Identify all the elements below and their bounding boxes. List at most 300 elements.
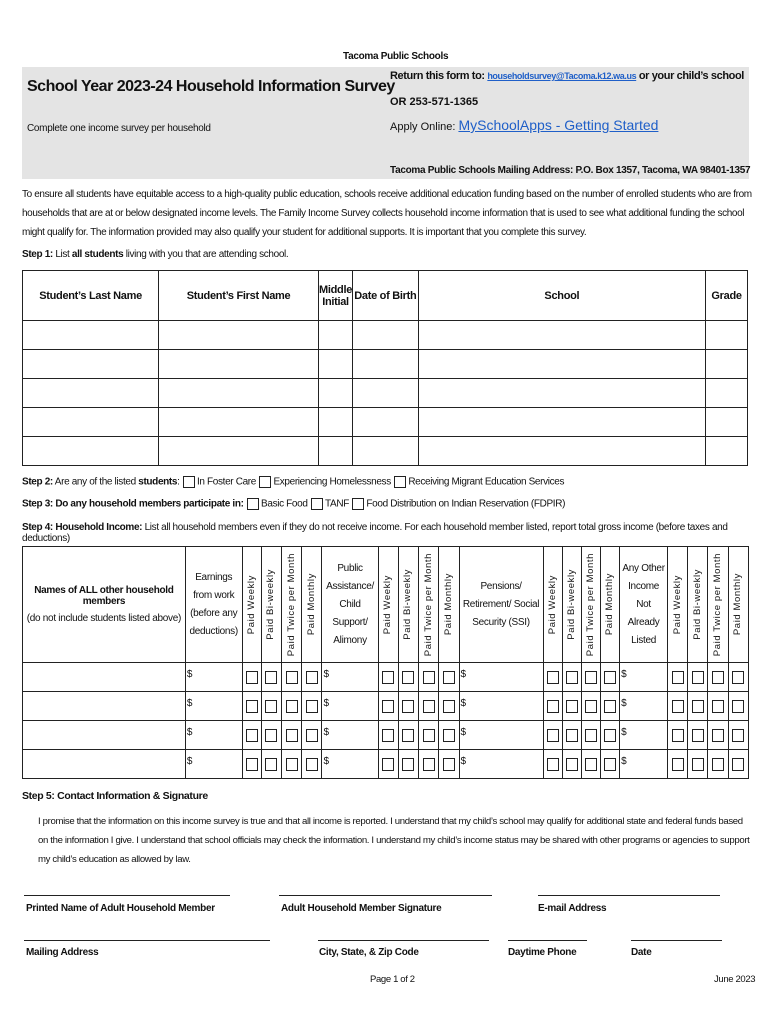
public-assistance-biweekly-cell bbox=[398, 721, 418, 750]
freq-label: Paid Monthly bbox=[305, 573, 317, 636]
mailing-address-label: Mailing Address bbox=[26, 947, 99, 958]
mailing-address-line[interactable] bbox=[24, 940, 270, 941]
return-label: Return this form to: bbox=[390, 70, 488, 82]
intro-paragraph: To ensure all students have equitable access to a high-quality public education, schools receive additional education funding based on the number of enrolled students who are from households that are at or below designated income levels. The Family Income Survey collects household income information that is used to see what additional funding the school might qualify for. The information provided may also qualify your student for additional supports. It is important that you complete this survey. bbox=[22, 189, 752, 238]
last-name-cell[interactable] bbox=[23, 321, 159, 350]
pensions-weekly-cell bbox=[543, 750, 562, 779]
step4-instruction bbox=[22, 522, 770, 544]
twice-monthly-checkbox[interactable] bbox=[423, 671, 435, 684]
weekly-checkbox[interactable] bbox=[672, 700, 684, 713]
school-cell[interactable] bbox=[418, 350, 705, 379]
public-assistance-monthly-cell bbox=[439, 663, 459, 692]
pensions-biweekly-cell bbox=[562, 663, 581, 692]
pensions-monthly-cell bbox=[601, 721, 620, 750]
col-grade: Grade bbox=[706, 271, 748, 321]
other-income-weekly-cell bbox=[668, 692, 688, 721]
public-assistance-amount-cell[interactable] bbox=[322, 692, 378, 721]
public-assistance-biweekly-cell bbox=[398, 750, 418, 779]
grade-cell[interactable] bbox=[706, 408, 748, 437]
freq-label: Paid Monthly bbox=[604, 573, 616, 636]
currency-symbol: $ bbox=[186, 669, 193, 680]
earnings-biweekly-cell bbox=[261, 692, 281, 721]
city-state-zip-line[interactable] bbox=[318, 940, 489, 941]
freq-weekly-header bbox=[242, 547, 261, 663]
freq-label: Paid Twice per Month bbox=[712, 552, 724, 657]
first-name-cell[interactable] bbox=[159, 408, 319, 437]
other-income-monthly-cell bbox=[728, 692, 748, 721]
grade-cell[interactable] bbox=[706, 379, 748, 408]
freq-twice-monthly-header bbox=[282, 547, 302, 663]
twice-monthly-checkbox[interactable] bbox=[712, 700, 724, 713]
freq-label: Paid Weekly bbox=[382, 574, 394, 635]
income-type-other-income-header: Any Other Income Not Already Listed bbox=[620, 547, 668, 663]
basic-food-checkbox[interactable] bbox=[247, 498, 259, 510]
student-row bbox=[23, 437, 748, 466]
earnings-weekly-cell bbox=[242, 692, 261, 721]
monthly-checkbox[interactable] bbox=[443, 671, 455, 684]
step5-title: Step 5: Contact Information & Signature bbox=[22, 790, 208, 802]
pensions-monthly-cell bbox=[601, 750, 620, 779]
currency-symbol: $ bbox=[621, 698, 627, 709]
names-subheader-text: (do not include students listed above) bbox=[26, 613, 182, 624]
page-title: School Year 2023-24 Household Information Survey bbox=[27, 78, 395, 95]
first-name-cell[interactable] bbox=[159, 379, 319, 408]
survey-note: Complete one income survey per household bbox=[27, 123, 211, 134]
student-row bbox=[23, 379, 748, 408]
signature-line[interactable] bbox=[279, 895, 492, 896]
public-assistance-weekly-cell bbox=[378, 721, 398, 750]
public-assistance-biweekly-cell bbox=[398, 692, 418, 721]
pensions-twice-monthly-cell bbox=[581, 692, 600, 721]
middle-initial-cell[interactable] bbox=[318, 408, 352, 437]
step1-text-b: all students bbox=[71, 249, 124, 260]
tanf-checkbox[interactable] bbox=[311, 498, 323, 510]
freq-label: Paid Weekly bbox=[671, 574, 683, 635]
monthly-checkbox[interactable] bbox=[732, 758, 744, 771]
monthly-checkbox[interactable] bbox=[443, 729, 455, 742]
other-income-biweekly-cell bbox=[688, 663, 708, 692]
monthly-checkbox[interactable] bbox=[604, 700, 616, 713]
biweekly-checkbox[interactable] bbox=[692, 700, 704, 713]
weekly-checkbox[interactable] bbox=[246, 758, 258, 771]
return-suffix: or your child’s school bbox=[636, 70, 744, 82]
step1-instruction bbox=[22, 249, 288, 260]
weekly-checkbox[interactable] bbox=[672, 729, 684, 742]
member-name-cell[interactable] bbox=[23, 663, 186, 692]
students-table bbox=[22, 270, 748, 466]
earnings-weekly-cell bbox=[242, 663, 261, 692]
col-last-name: Student’s Last Name bbox=[23, 271, 159, 321]
earnings-monthly-cell bbox=[302, 721, 322, 750]
monthly-checkbox[interactable] bbox=[604, 671, 616, 684]
col-middle-initial: Middle Initial bbox=[318, 271, 352, 321]
step3-row bbox=[22, 498, 565, 510]
earnings-amount-cell[interactable] bbox=[185, 692, 242, 721]
biweekly-checkbox[interactable] bbox=[402, 671, 414, 684]
step3-question: Do any household members participate in: bbox=[52, 498, 244, 510]
weekly-checkbox[interactable] bbox=[672, 671, 684, 684]
freq-weekly-header bbox=[668, 547, 688, 663]
biweekly-checkbox[interactable] bbox=[566, 729, 578, 742]
earnings-monthly-cell bbox=[302, 692, 322, 721]
member-name-cell[interactable] bbox=[23, 750, 186, 779]
apply-online bbox=[390, 117, 658, 133]
twice-monthly-checkbox[interactable] bbox=[585, 758, 597, 771]
email-label: E-mail Address bbox=[538, 903, 607, 914]
last-name-cell[interactable] bbox=[23, 408, 159, 437]
public-assistance-amount-cell[interactable] bbox=[322, 750, 378, 779]
step4-bold: Household Income: bbox=[52, 522, 143, 533]
student-row bbox=[23, 350, 748, 379]
other-income-biweekly-cell bbox=[688, 750, 708, 779]
grade-cell[interactable] bbox=[706, 437, 748, 466]
signature-label: Adult Household Member Signature bbox=[281, 903, 442, 914]
pensions-weekly-cell bbox=[543, 692, 562, 721]
step1-text-c: living with you that are attending school. bbox=[123, 249, 289, 260]
monthly-checkbox[interactable] bbox=[443, 758, 455, 771]
twice-monthly-checkbox[interactable] bbox=[286, 729, 298, 742]
pensions-weekly-cell bbox=[543, 663, 562, 692]
school-cell[interactable] bbox=[418, 437, 705, 466]
earnings-biweekly-cell bbox=[261, 721, 281, 750]
dob-cell[interactable] bbox=[353, 408, 419, 437]
step1-label: Step 1: bbox=[22, 249, 53, 260]
monthly-checkbox[interactable] bbox=[443, 700, 455, 713]
currency-symbol: $ bbox=[460, 756, 467, 767]
tanf-label: TANF bbox=[325, 498, 349, 510]
freq-weekly-header bbox=[378, 547, 398, 663]
biweekly-checkbox[interactable] bbox=[692, 729, 704, 742]
public-assistance-twice-monthly-cell bbox=[419, 750, 439, 779]
basic-food-label: Basic Food bbox=[261, 498, 308, 510]
currency-symbol: $ bbox=[186, 756, 193, 767]
earnings-twice-monthly-cell bbox=[282, 692, 302, 721]
monthly-checkbox[interactable] bbox=[306, 700, 318, 713]
mailing-address: Tacoma Public Schools Mailing Address: P.O. Box 1357, Tacoma, WA 98401-1357 bbox=[390, 165, 751, 176]
freq-label: Paid Twice per Month bbox=[285, 552, 297, 657]
weekly-checkbox[interactable] bbox=[382, 700, 394, 713]
household-member-row bbox=[23, 663, 749, 692]
monthly-checkbox[interactable] bbox=[732, 729, 744, 742]
apply-online-link[interactable]: MySchoolApps - Getting Started bbox=[458, 117, 659, 133]
twice-monthly-checkbox[interactable] bbox=[585, 729, 597, 742]
biweekly-checkbox[interactable] bbox=[265, 758, 277, 771]
public-assistance-weekly-cell bbox=[378, 663, 398, 692]
other-income-amount-cell[interactable] bbox=[620, 692, 668, 721]
student-row bbox=[23, 321, 748, 350]
freq-label: Paid Twice per Month bbox=[584, 552, 596, 657]
freq-biweekly-header bbox=[562, 547, 581, 663]
step3-label: Step 3: bbox=[22, 498, 53, 510]
public-assistance-twice-monthly-cell bbox=[419, 721, 439, 750]
freq-biweekly-header bbox=[398, 547, 418, 663]
twice-monthly-checkbox[interactable] bbox=[712, 758, 724, 771]
other-income-monthly-cell bbox=[728, 721, 748, 750]
other-income-twice-monthly-cell bbox=[708, 721, 728, 750]
public-assistance-monthly-cell bbox=[439, 721, 459, 750]
school-cell[interactable] bbox=[418, 408, 705, 437]
promise-text: I promise that the information on this income survey is true and that all income is reported. I understand that my child’s school may qualify for additional state and federal funds based on the information I give. I understand that school officials may check the information. I understand my child’s income status may be shared with other programs or agencies to support my child’s education as allowed by law. bbox=[38, 816, 750, 865]
public-assistance-amount-cell[interactable] bbox=[322, 663, 378, 692]
twice-monthly-checkbox[interactable] bbox=[712, 671, 724, 684]
currency-symbol: $ bbox=[621, 756, 627, 767]
twice-monthly-checkbox[interactable] bbox=[585, 700, 597, 713]
twice-monthly-checkbox[interactable] bbox=[286, 671, 298, 684]
fdpir-label: Food Distribution on Indian Reservation (FDPIR) bbox=[366, 498, 566, 510]
member-name-cell[interactable] bbox=[23, 692, 186, 721]
earnings-twice-monthly-cell bbox=[282, 750, 302, 779]
other-income-amount-cell[interactable] bbox=[620, 663, 668, 692]
pensions-monthly-cell bbox=[601, 692, 620, 721]
biweekly-checkbox[interactable] bbox=[566, 758, 578, 771]
biweekly-checkbox[interactable] bbox=[692, 758, 704, 771]
middle-initial-cell[interactable] bbox=[318, 350, 352, 379]
earnings-weekly-cell bbox=[242, 721, 261, 750]
freq-label: Paid Bi-weekly bbox=[691, 569, 703, 640]
household-member-row bbox=[23, 721, 749, 750]
pensions-twice-monthly-cell bbox=[581, 663, 600, 692]
middle-initial-cell[interactable] bbox=[318, 321, 352, 350]
twice-monthly-checkbox[interactable] bbox=[423, 700, 435, 713]
twice-monthly-checkbox[interactable] bbox=[712, 729, 724, 742]
monthly-checkbox[interactable] bbox=[306, 729, 318, 742]
pensions-amount-cell[interactable] bbox=[459, 721, 543, 750]
weekly-checkbox[interactable] bbox=[246, 700, 258, 713]
step2-q-c: : bbox=[177, 476, 180, 488]
weekly-checkbox[interactable] bbox=[382, 729, 394, 742]
freq-weekly-header bbox=[543, 547, 562, 663]
other-income-biweekly-cell bbox=[688, 692, 708, 721]
homelessness-checkbox[interactable] bbox=[259, 476, 271, 488]
last-name-cell[interactable] bbox=[23, 437, 159, 466]
biweekly-checkbox[interactable] bbox=[566, 671, 578, 684]
member-name-cell[interactable] bbox=[23, 721, 186, 750]
foster-care-label: In Foster Care bbox=[196, 476, 256, 488]
pensions-twice-monthly-cell bbox=[581, 721, 600, 750]
step4-text: List all household members even if they do not receive income. For each household member listed, report total gross income (before taxes and deductions) bbox=[22, 522, 728, 544]
pensions-twice-monthly-cell bbox=[581, 750, 600, 779]
other-income-monthly-cell bbox=[728, 663, 748, 692]
dob-cell[interactable] bbox=[353, 437, 419, 466]
step2-row bbox=[22, 476, 564, 488]
freq-biweekly-header bbox=[688, 547, 708, 663]
date-line[interactable] bbox=[631, 940, 722, 941]
revision-date: June 2023 bbox=[714, 974, 756, 985]
weekly-checkbox[interactable] bbox=[547, 758, 559, 771]
migrant-education-label: Receiving Migrant Education Services bbox=[408, 476, 565, 488]
twice-monthly-checkbox[interactable] bbox=[423, 729, 435, 742]
grade-cell[interactable] bbox=[706, 321, 748, 350]
earnings-amount-cell[interactable] bbox=[185, 721, 242, 750]
freq-biweekly-header bbox=[261, 547, 281, 663]
middle-initial-cell[interactable] bbox=[318, 437, 352, 466]
fdpir-checkbox[interactable] bbox=[352, 498, 364, 510]
last-name-cell[interactable] bbox=[23, 350, 159, 379]
public-assistance-weekly-cell bbox=[378, 692, 398, 721]
other-income-twice-monthly-cell bbox=[708, 663, 728, 692]
twice-monthly-checkbox[interactable] bbox=[286, 700, 298, 713]
other-income-weekly-cell bbox=[668, 663, 688, 692]
public-assistance-twice-monthly-cell bbox=[419, 692, 439, 721]
biweekly-checkbox[interactable] bbox=[265, 729, 277, 742]
currency-symbol: $ bbox=[460, 727, 467, 738]
earnings-biweekly-cell bbox=[261, 750, 281, 779]
pensions-amount-cell[interactable] bbox=[459, 663, 543, 692]
freq-twice-monthly-header bbox=[581, 547, 600, 663]
other-income-monthly-cell bbox=[728, 750, 748, 779]
first-name-cell[interactable] bbox=[159, 321, 319, 350]
public-assistance-amount-cell[interactable] bbox=[322, 721, 378, 750]
earnings-monthly-cell bbox=[302, 750, 322, 779]
dob-cell[interactable] bbox=[353, 379, 419, 408]
school-cell[interactable] bbox=[418, 321, 705, 350]
step4-label: Step 4: bbox=[22, 522, 53, 533]
biweekly-checkbox[interactable] bbox=[265, 671, 277, 684]
weekly-checkbox[interactable] bbox=[382, 671, 394, 684]
return-email-link[interactable]: householdsurvey@Tacoma.k12.wa.us bbox=[487, 71, 637, 81]
household-member-row bbox=[23, 750, 749, 779]
step2-q-b: students bbox=[138, 476, 178, 488]
twice-monthly-checkbox[interactable] bbox=[423, 758, 435, 771]
daytime-phone-line[interactable] bbox=[508, 940, 587, 941]
weekly-checkbox[interactable] bbox=[672, 758, 684, 771]
monthly-checkbox[interactable] bbox=[306, 758, 318, 771]
other-income-weekly-cell bbox=[668, 750, 688, 779]
other-income-weekly-cell bbox=[668, 721, 688, 750]
earnings-twice-monthly-cell bbox=[282, 721, 302, 750]
monthly-checkbox[interactable] bbox=[732, 671, 744, 684]
public-assistance-monthly-cell bbox=[439, 750, 459, 779]
printed-name-label: Printed Name of Adult Household Member bbox=[26, 903, 215, 914]
district-title: Tacoma Public Schools bbox=[343, 51, 449, 62]
currency-symbol: $ bbox=[323, 669, 329, 680]
income-type-pensions-header: Pensions/ Retirement/ Social Security (SSI) bbox=[459, 547, 543, 663]
step1-text-a: List bbox=[52, 249, 72, 260]
freq-monthly-header bbox=[439, 547, 459, 663]
income-type-public-assistance-header: Public Assistance/ Child Support/ Alimony bbox=[322, 547, 378, 663]
school-cell[interactable] bbox=[418, 379, 705, 408]
col-school: School bbox=[418, 271, 705, 321]
public-assistance-biweekly-cell bbox=[398, 663, 418, 692]
freq-monthly-header bbox=[302, 547, 322, 663]
biweekly-checkbox[interactable] bbox=[402, 729, 414, 742]
freq-label: Paid Monthly bbox=[732, 573, 744, 636]
freq-label: Paid Bi-weekly bbox=[402, 569, 414, 640]
public-assistance-twice-monthly-cell bbox=[419, 663, 439, 692]
weekly-checkbox[interactable] bbox=[246, 729, 258, 742]
biweekly-checkbox[interactable] bbox=[402, 700, 414, 713]
biweekly-checkbox[interactable] bbox=[402, 758, 414, 771]
pensions-amount-cell[interactable] bbox=[459, 692, 543, 721]
phone-number: OR 253-571-1365 bbox=[390, 96, 479, 108]
foster-care-checkbox[interactable] bbox=[183, 476, 195, 488]
step2-q-a: Are any of the listed bbox=[52, 476, 139, 488]
public-assistance-weekly-cell bbox=[378, 750, 398, 779]
names-header-text: Names of ALL other household members bbox=[34, 585, 174, 607]
apply-label: Apply Online: bbox=[390, 121, 456, 133]
twice-monthly-checkbox[interactable] bbox=[286, 758, 298, 771]
weekly-checkbox[interactable] bbox=[547, 729, 559, 742]
daytime-phone-label: Daytime Phone bbox=[508, 947, 577, 958]
weekly-checkbox[interactable] bbox=[547, 700, 559, 713]
monthly-checkbox[interactable] bbox=[732, 700, 744, 713]
currency-symbol: $ bbox=[621, 727, 627, 738]
dob-cell[interactable] bbox=[353, 350, 419, 379]
middle-initial-cell[interactable] bbox=[318, 379, 352, 408]
migrant-education-checkbox[interactable] bbox=[394, 476, 406, 488]
public-assistance-monthly-cell bbox=[439, 692, 459, 721]
freq-label: Paid Bi-weekly bbox=[265, 569, 277, 640]
other-income-twice-monthly-cell bbox=[708, 692, 728, 721]
pensions-amount-cell[interactable] bbox=[459, 750, 543, 779]
col-date-of-birth: Date of Birth bbox=[353, 271, 419, 321]
freq-twice-monthly-header bbox=[419, 547, 439, 663]
monthly-checkbox[interactable] bbox=[604, 729, 616, 742]
city-state-zip-label: City, State, & Zip Code bbox=[319, 947, 419, 958]
return-instructions bbox=[390, 70, 744, 82]
biweekly-checkbox[interactable] bbox=[692, 671, 704, 684]
grade-cell[interactable] bbox=[706, 350, 748, 379]
currency-symbol: $ bbox=[460, 669, 467, 680]
dob-cell[interactable] bbox=[353, 321, 419, 350]
currency-symbol: $ bbox=[621, 669, 627, 680]
earnings-biweekly-cell bbox=[261, 663, 281, 692]
twice-monthly-checkbox[interactable] bbox=[585, 671, 597, 684]
other-income-amount-cell[interactable] bbox=[620, 721, 668, 750]
earnings-amount-cell[interactable] bbox=[185, 663, 242, 692]
income-table bbox=[22, 546, 749, 779]
pensions-biweekly-cell bbox=[562, 692, 581, 721]
student-row bbox=[23, 408, 748, 437]
other-income-amount-cell[interactable] bbox=[620, 750, 668, 779]
monthly-checkbox[interactable] bbox=[604, 758, 616, 771]
freq-twice-monthly-header bbox=[708, 547, 728, 663]
first-name-cell[interactable] bbox=[159, 350, 319, 379]
printed-name-line[interactable] bbox=[24, 895, 230, 896]
earnings-weekly-cell bbox=[242, 750, 261, 779]
step2-label: Step 2: bbox=[22, 476, 53, 488]
freq-label: Paid Twice per Month bbox=[422, 552, 434, 657]
other-income-twice-monthly-cell bbox=[708, 750, 728, 779]
weekly-checkbox[interactable] bbox=[246, 671, 258, 684]
earnings-amount-cell[interactable] bbox=[185, 750, 242, 779]
other-income-biweekly-cell bbox=[688, 721, 708, 750]
pensions-monthly-cell bbox=[601, 663, 620, 692]
pensions-biweekly-cell bbox=[562, 750, 581, 779]
freq-monthly-header bbox=[601, 547, 620, 663]
weekly-checkbox[interactable] bbox=[547, 671, 559, 684]
col-first-name: Student’s First Name bbox=[159, 271, 319, 321]
first-name-cell[interactable] bbox=[159, 437, 319, 466]
earnings-monthly-cell bbox=[302, 663, 322, 692]
currency-symbol: $ bbox=[186, 727, 193, 738]
page-number: Page 1 of 2 bbox=[370, 974, 415, 985]
biweekly-checkbox[interactable] bbox=[265, 700, 277, 713]
currency-symbol: $ bbox=[460, 698, 467, 709]
biweekly-checkbox[interactable] bbox=[566, 700, 578, 713]
last-name-cell[interactable] bbox=[23, 379, 159, 408]
currency-symbol: $ bbox=[323, 756, 329, 767]
freq-monthly-header bbox=[728, 547, 748, 663]
homelessness-label: Experiencing Homelessness bbox=[273, 476, 391, 488]
earnings-twice-monthly-cell bbox=[282, 663, 302, 692]
household-member-row bbox=[23, 692, 749, 721]
freq-label: Paid Bi-weekly bbox=[565, 569, 577, 640]
weekly-checkbox[interactable] bbox=[382, 758, 394, 771]
household-member-names-header bbox=[23, 547, 186, 663]
monthly-checkbox[interactable] bbox=[306, 671, 318, 684]
email-line[interactable] bbox=[538, 895, 720, 896]
